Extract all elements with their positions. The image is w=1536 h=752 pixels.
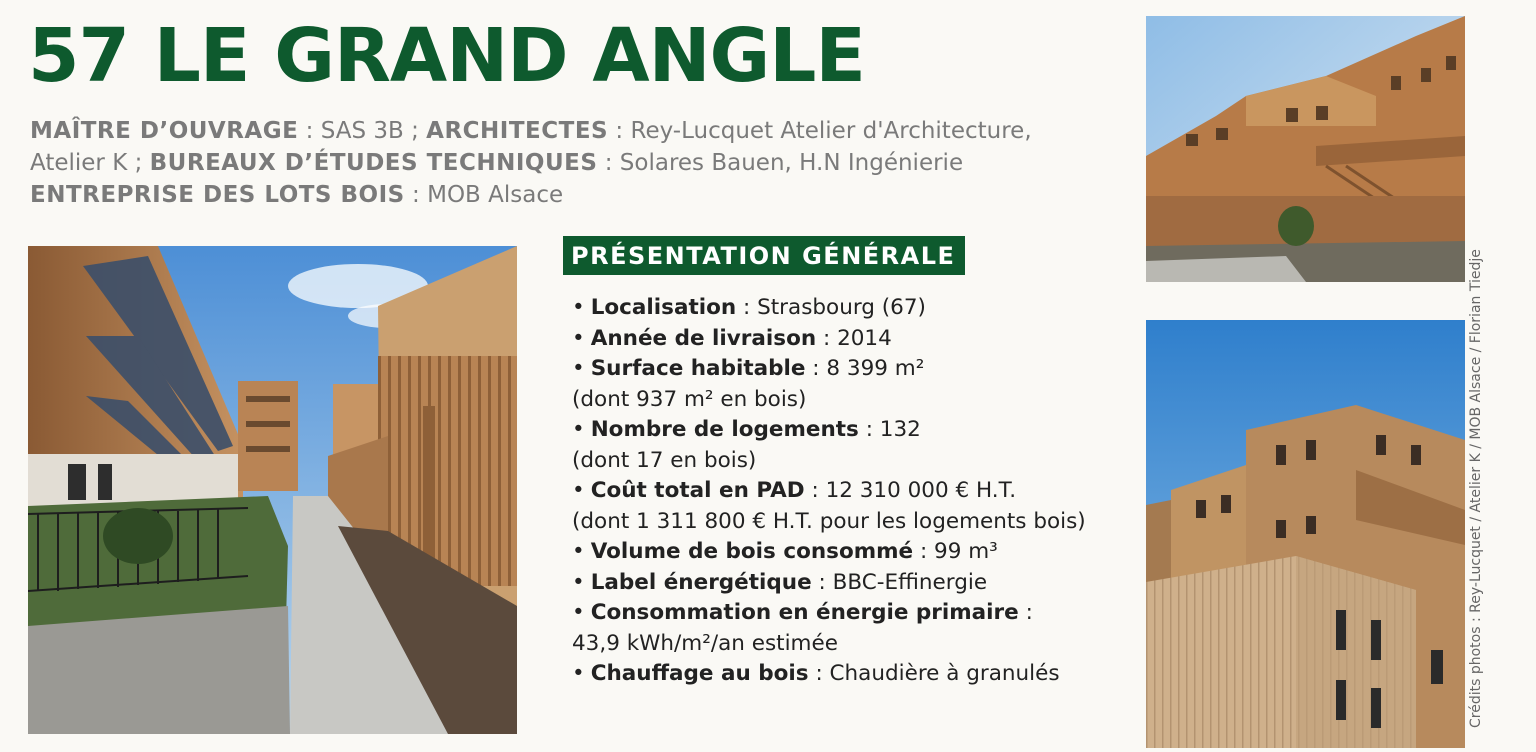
list-note: 43,9 kWh/m²/an estimée <box>572 630 838 656</box>
page-title: 57 LE GRAND ANGLE <box>28 13 865 99</box>
surface-value: 8 399 m² <box>826 356 925 381</box>
courtyard-photo <box>28 246 517 734</box>
bureaux-value: Solares Bauen, H.N Ingénierie <box>619 150 964 176</box>
list-item: • Label énergétique : BBC-Effinergie <box>572 569 988 595</box>
project-credits: MAÎTRE D’OUVRAGE : SAS 3B ; ARCHITECTES : Rey-Lucquet Atelier d'Architecture, Atelier K ; BUREAUX D’ÉTUDES TECHNIQUES : Solares Bauen, H.N Ingénierie ENTREPRISE DES LOTS BOIS : MOB Alsace <box>30 118 1032 208</box>
stairs-facade-photo <box>1146 16 1465 282</box>
list-note: (dont 937 m² en bois) <box>572 386 807 412</box>
list-item: • Chauffage au bois : Chaudière à granulés <box>572 661 1060 686</box>
list-item: • Surface habitable : 8 399 m² <box>572 356 925 381</box>
list-item: • Année de livraison : 2014 <box>572 325 892 351</box>
entreprise-label: ENTREPRISE DES LOTS BOIS <box>30 182 405 208</box>
cout-label: Coût total en PAD <box>590 478 805 503</box>
surface-label: Surface habitable <box>590 356 806 381</box>
list-note: (dont 17 en bois) <box>572 447 757 473</box>
architectes-value: Rey-Lucquet Atelier d'Architecture, <box>630 118 1032 144</box>
volume-label: Volume de bois consommé <box>590 539 914 564</box>
annee-label: Année de livraison <box>590 325 817 351</box>
cout-value: 12 310 000 € H.T. <box>825 478 1017 503</box>
consommation-label: Consommation en énergie primaire <box>590 600 1019 625</box>
architectes-label: ARCHITECTES <box>426 118 609 144</box>
annee-value: 2014 <box>837 325 892 351</box>
label-energetique-value: BBC-Effinergie <box>832 569 988 595</box>
architectes-value-2: Atelier K <box>30 150 128 176</box>
list-item: • Localisation : Strasbourg (67) <box>572 295 926 320</box>
list-note: (dont 1 311 800 € H.T. pour les logements bois) <box>572 508 1086 534</box>
localisation-value: Strasbourg (67) <box>757 295 926 320</box>
logements-label: Nombre de logements <box>590 417 859 442</box>
list-item: • Volume de bois consommé : 99 m³ <box>572 539 998 564</box>
list-item: • Consommation en énergie primaire : <box>572 600 1033 625</box>
bureaux-label: BUREAUX D’ÉTUDES TECHNIQUES <box>149 150 598 176</box>
photo-credit: Crédits photos : Rey-Lucquet / Atelier K / MOB Alsace / Florian Tiedje <box>1468 249 1484 728</box>
maitre-label: MAÎTRE D’OUVRAGE <box>30 118 299 144</box>
section-title: PRÉSENTATION GÉNÉRALE <box>563 236 965 275</box>
chauffage-label: Chauffage au bois <box>590 661 809 686</box>
list-item: • Nombre de logements : 132 <box>572 417 921 442</box>
info-list <box>572 293 1117 690</box>
entreprise-value: MOB Alsace <box>427 182 564 208</box>
maitre-value: SAS 3B <box>320 118 404 144</box>
list-item: • Coût total en PAD : 12 310 000 € H.T. <box>572 478 1017 503</box>
logements-value: 132 <box>879 417 921 442</box>
brick-wood-building-photo <box>1146 320 1465 748</box>
volume-value: 99 m³ <box>934 539 998 564</box>
localisation-label: Localisation <box>590 295 737 320</box>
label-energetique-label: Label énergétique <box>590 569 812 595</box>
chauffage-value: Chaudière à granulés <box>829 661 1060 686</box>
